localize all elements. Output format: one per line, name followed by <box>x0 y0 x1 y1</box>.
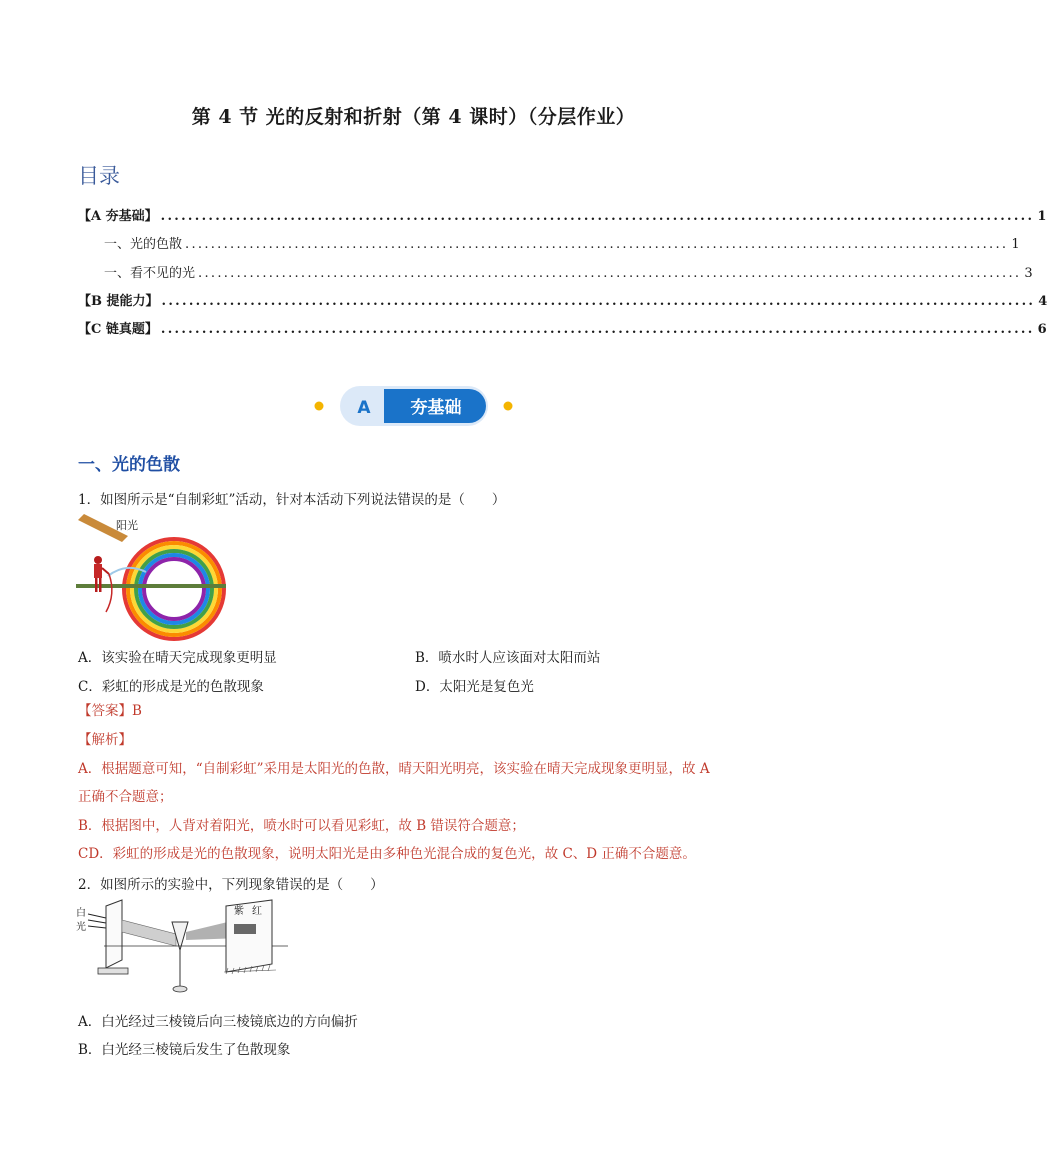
toc-leader-dots: ................................................................................................................................ <box>160 322 1035 337</box>
toc-leader-dots: ................................................................................................................................ <box>185 237 1009 252</box>
toc-item-c[interactable] <box>78 318 1047 337</box>
q1-analysis-line-3: CD．彩虹的形成是光的色散现象，说明太阳光是由多种色光混合成的复色光，故 C、D 正确不合题意。 <box>78 846 696 862</box>
q1-stem: 1．如图所示是“自制彩虹”活动，针对本活动下列说法错误的是（ ） <box>78 492 506 508</box>
toc-leader-dots: ................................................................................................................................ <box>161 294 1036 309</box>
toc-heading: 目录 <box>78 164 120 188</box>
figure-label-white: 白 <box>76 908 86 919</box>
q1-analysis-line-2: B．根据图中，人背对着阳光，喷水时可以看见彩虹，故 B 错误符合题意； <box>78 818 525 834</box>
section-banner <box>250 384 580 428</box>
q1-option-a[interactable]: A．该实验在晴天完成现象更明显 <box>78 650 277 666</box>
figure-label-red: 红 <box>252 906 262 917</box>
banner-text: 夯基础 <box>410 398 462 418</box>
q1-answer <box>78 698 758 724</box>
toc-item-page: 6 <box>1037 322 1047 337</box>
toc-item-label: 一、看不见的光 <box>104 266 196 281</box>
section-heading-dispersion: 一、光的色散 <box>78 455 180 475</box>
toc-item-b[interactable] <box>78 290 1047 309</box>
toc-leader-dots: ................................................................................................................................ <box>160 209 1035 224</box>
q2-option-b[interactable]: B．白光经三棱镜后发生了色散现象 <box>78 1042 291 1058</box>
banner-letter: A <box>357 398 371 418</box>
toc-item-label: 一、光的色散 <box>104 237 183 252</box>
q2-prism-figure <box>76 898 288 998</box>
q1-analysis-line-1a: A．根据题意可知，“自制彩虹”采用是太阳光的色散，晴天阳光明亮，该实验在晴天完成现象更明显，故 A <box>78 761 710 777</box>
q1-option-b[interactable]: B．喷水时人应该面对太阳而站 <box>415 650 601 666</box>
answer-label: 【答案】 <box>78 703 132 719</box>
q1-option-d[interactable]: D．太阳光是复色光 <box>415 679 534 695</box>
toc-item-a[interactable] <box>78 205 1047 224</box>
q1-analysis-line-1b: 正确不合题意； <box>78 789 173 805</box>
page-title: 第 4 节 光的反射和折射（第 4 课时）（分层作业） <box>191 106 636 128</box>
toc-item-label: 【C 链真题】 <box>78 322 158 337</box>
toc-leader-dots: ................................................................................................................................ <box>198 266 1022 281</box>
q1-option-c[interactable]: C．彩虹的形成是光的色散现象 <box>78 679 264 695</box>
ground <box>76 584 226 588</box>
projection-screen <box>226 900 272 972</box>
answer-value: B <box>132 703 142 719</box>
figure-label-light: 光 <box>76 922 86 933</box>
figure-label-violet: 紫 <box>234 906 244 917</box>
toc-item-page: 4 <box>1038 294 1047 309</box>
spectrum <box>234 924 256 934</box>
q1-rainbow-figure <box>76 514 226 634</box>
toc-item-invisible-light[interactable] <box>104 262 1033 281</box>
toc-item-label: 【A 夯基础】 <box>78 209 158 224</box>
q1-analysis-label: 【解析】 <box>78 732 132 748</box>
toc-item-label: 【B 提能力】 <box>78 294 159 309</box>
q2-stem: 2．如图所示的实验中，下列现象错误的是（ ） <box>78 877 384 893</box>
toc-item-page: 1 <box>1037 209 1047 224</box>
banner-dot-left <box>315 402 324 411</box>
q2-option-a[interactable]: A．白光经过三棱镜后向三棱镜底边的方向偏折 <box>78 1014 358 1030</box>
toc-item-page: 1 <box>1011 237 1020 252</box>
toc-item-dispersion[interactable] <box>104 233 1020 252</box>
person <box>94 556 102 564</box>
toc-item-page: 3 <box>1024 266 1033 281</box>
slit-screen <box>106 900 122 968</box>
q1-figure-label: 阳光 <box>116 519 138 532</box>
